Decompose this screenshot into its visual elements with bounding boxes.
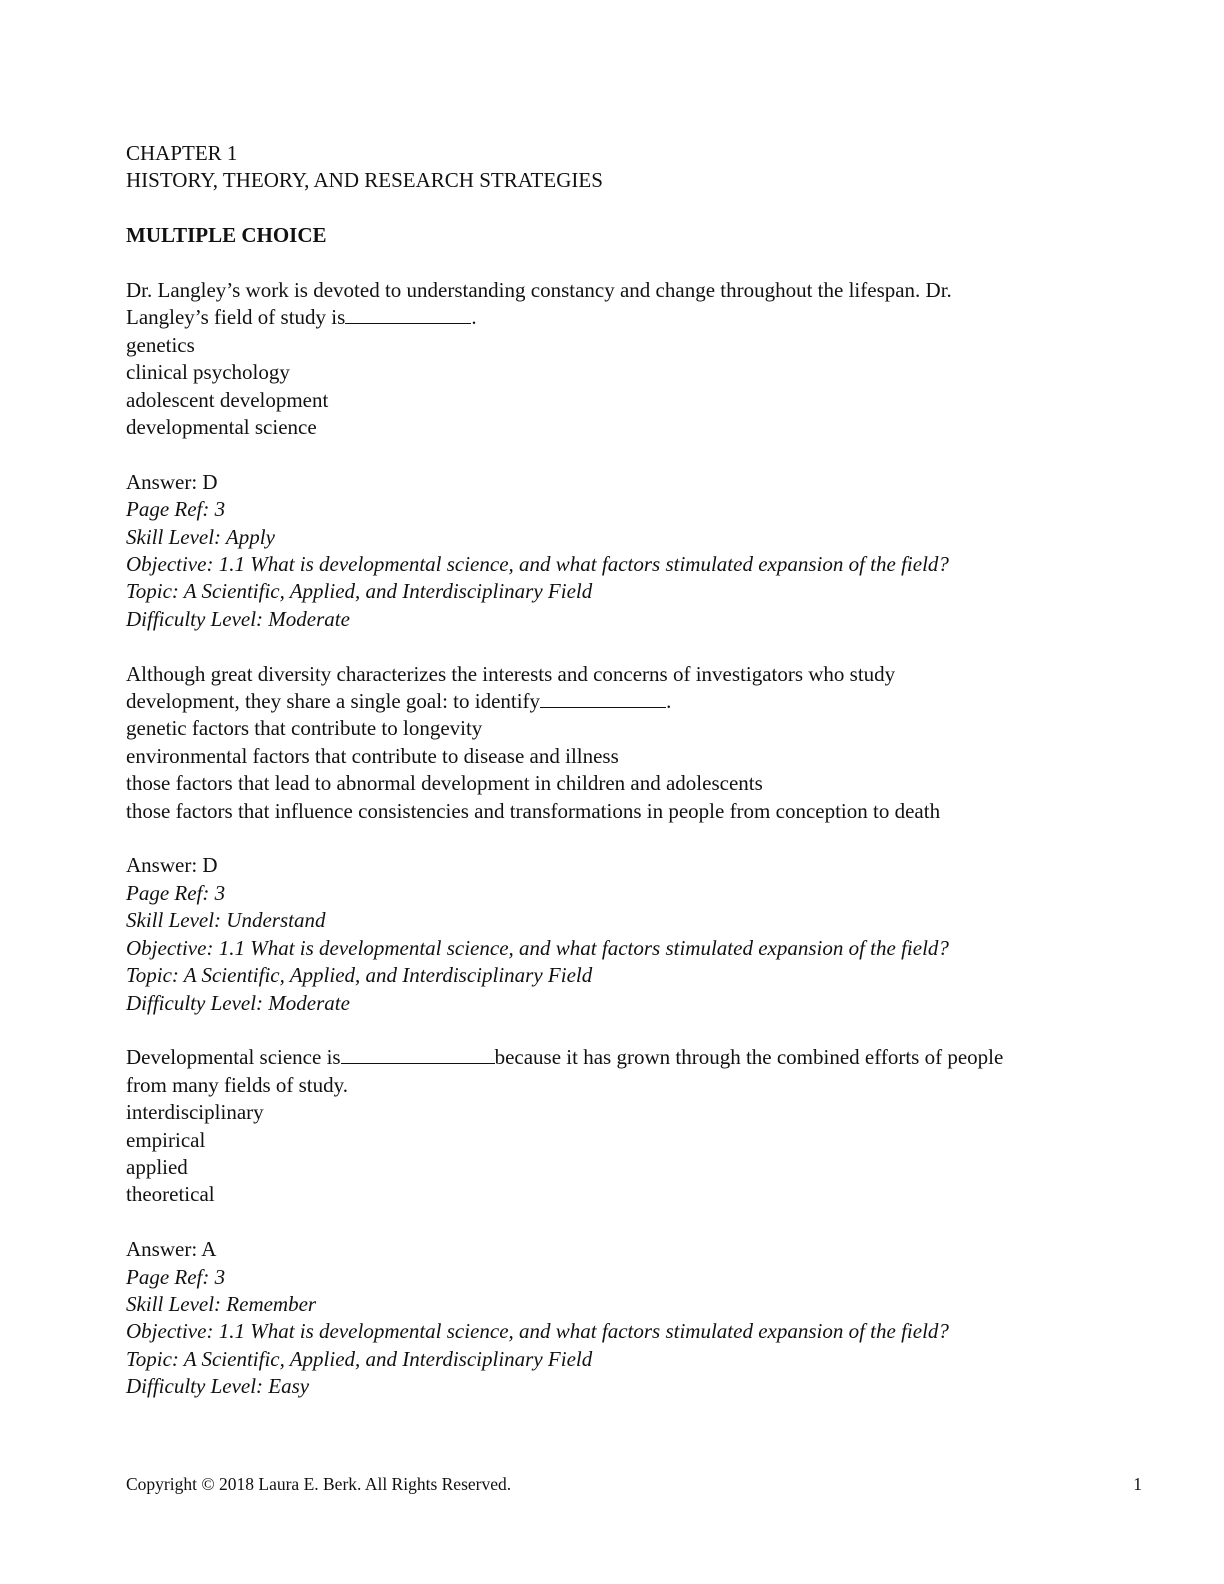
option: environmental factors that contribute to disease and illness [126, 743, 619, 768]
page-ref: Page Ref: 3 [126, 1264, 226, 1289]
question-block [126, 661, 1126, 1017]
option: genetics [126, 332, 195, 357]
answer-key: Answer: A [126, 1237, 217, 1262]
answer-key: Answer: D [126, 469, 218, 494]
question-stem: Dr. Langley’s work is devoted to understanding constancy and change throughout the lifespan. Dr. [126, 278, 952, 302]
option: adolescent development [126, 387, 329, 412]
option: empirical [126, 1127, 206, 1152]
option: applied [126, 1154, 188, 1179]
skill-level: Skill Level: Apply [126, 524, 275, 549]
topic: Topic: A Scientific, Applied, and Interdisciplinary Field [126, 963, 593, 988]
topic: Topic: A Scientific, Applied, and Interdisciplinary Field [126, 1346, 593, 1371]
question-stem: from many fields of study. [126, 1072, 349, 1097]
document-page [126, 140, 1126, 1401]
option: those factors that lead to abnormal development in children and adolescents [126, 771, 763, 796]
objective: Objective: 1.1 What is developmental science, and what factors stimulated expansion of the field? [126, 1319, 949, 1344]
question-stem: Langley’s field of study is . [126, 305, 477, 330]
page-ref: Page Ref: 3 [126, 880, 226, 905]
skill-level: Skill Level: Remember [126, 1291, 317, 1316]
difficulty-level: Difficulty Level: Easy [126, 1374, 310, 1399]
topic: Topic: A Scientific, Applied, and Interdisciplinary Field [126, 579, 593, 604]
page-number: 1 [1133, 1474, 1142, 1494]
difficulty-level: Difficulty Level: Moderate [126, 606, 350, 631]
chapter-number: CHAPTER 1 [126, 141, 238, 165]
question-stem: Although great diversity characterizes the interests and concerns of investigators who study [126, 661, 896, 686]
option: theoretical [126, 1182, 215, 1207]
answer-blank [345, 304, 471, 324]
option: genetic factors that contribute to longevity [126, 716, 483, 741]
difficulty-level: Difficulty Level: Moderate [126, 990, 350, 1015]
option: those factors that influence consistencies and transformations in people from conception to death [126, 798, 941, 823]
skill-level: Skill Level: Understand [126, 908, 326, 933]
answer-key: Answer: D [126, 853, 218, 878]
page-footer [126, 1474, 1142, 1495]
answer-blank [540, 688, 666, 708]
copyright-notice: Copyright © 2018 Laura E. Berk. All Rights Reserved. [126, 1474, 512, 1494]
objective: Objective: 1.1 What is developmental science, and what factors stimulated expansion of the field? [126, 552, 949, 577]
section-heading: MULTIPLE CHOICE [126, 223, 327, 248]
question-block [126, 277, 1126, 633]
option: interdisciplinary [126, 1100, 264, 1125]
question-block [126, 1044, 1126, 1400]
chapter-title: HISTORY, THEORY, AND RESEARCH STRATEGIES [126, 168, 603, 193]
option: developmental science [126, 415, 317, 440]
option: clinical psychology [126, 360, 290, 385]
question-stem: Developmental science is because it has grown through the combined efforts of people [126, 1045, 1004, 1070]
page-ref: Page Ref: 3 [126, 497, 226, 522]
question-stem: development, they share a single goal: to identify . [126, 689, 672, 714]
objective: Objective: 1.1 What is developmental science, and what factors stimulated expansion of the field? [126, 935, 949, 960]
answer-blank [341, 1044, 495, 1064]
